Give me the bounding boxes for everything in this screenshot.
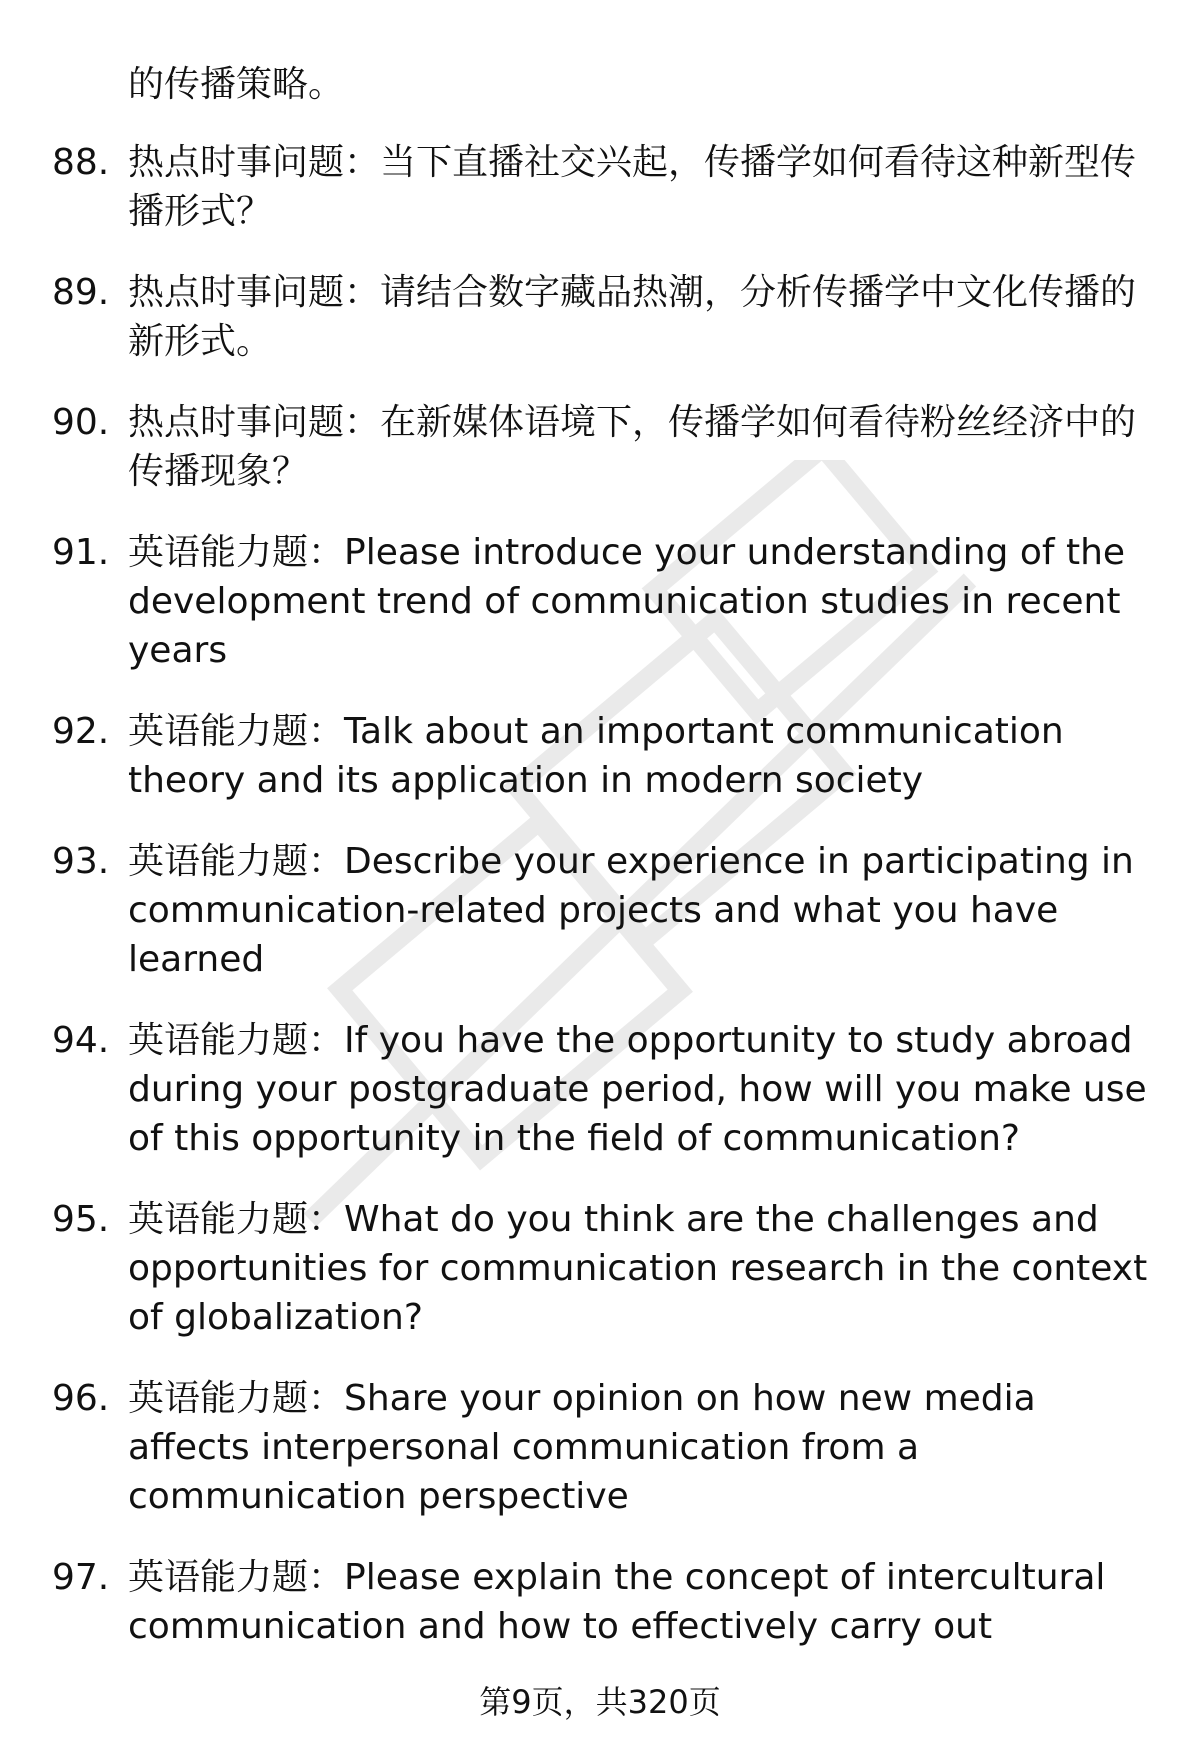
question-number: 89. bbox=[52, 272, 110, 313]
question-text: 英语能力题：Describe your experience in participating in communication-related projects and what you have learned bbox=[128, 841, 1134, 980]
question-text: 英语能力题：Please explain the concept of intercultural communication and how to effectively carry out bbox=[128, 1557, 1106, 1647]
question-item bbox=[0, 707, 1200, 805]
question-item bbox=[0, 138, 1200, 236]
question-number: 90. bbox=[52, 402, 110, 443]
page-footer: 第9页，共320页 bbox=[479, 1683, 721, 1721]
question-item bbox=[0, 1195, 1200, 1342]
question-text: 热点时事问题：请结合数字藏品热潮，分析传播学中文化传播的新形式。 bbox=[128, 272, 1137, 362]
question-text: 英语能力题：Share your opinion on how new media affects interpersonal communication from a communication perspective bbox=[128, 1378, 1036, 1517]
question-item bbox=[0, 1553, 1200, 1651]
question-item bbox=[0, 1374, 1200, 1521]
question-item bbox=[0, 528, 1200, 675]
question-list bbox=[0, 138, 1200, 1683]
question-text: 英语能力题：If you have the opportunity to study abroad during your postgraduate period, how will you make use of this opportunity in the field of communication? bbox=[128, 1020, 1147, 1159]
question-number: 95. bbox=[52, 1199, 110, 1240]
question-item bbox=[0, 398, 1200, 496]
question-number: 97. bbox=[52, 1557, 110, 1598]
question-text: 英语能力题：Talk about an important communication theory and its application in modern society bbox=[128, 711, 1064, 801]
question-number: 93. bbox=[52, 841, 110, 882]
continuation-text: 的传播策略。 bbox=[128, 64, 345, 105]
question-number: 92. bbox=[52, 711, 110, 752]
question-text: 热点时事问题：当下直播社交兴起，传播学如何看待这种新型传播形式？ bbox=[128, 142, 1137, 232]
question-number: 96. bbox=[52, 1378, 110, 1419]
question-text: 英语能力题：What do you think are the challenges and opportunities for communication research in the context of globalization? bbox=[128, 1199, 1148, 1338]
question-item bbox=[0, 268, 1200, 366]
question-text: 英语能力题：Please introduce your understanding of the development trend of communication studies in recent years bbox=[128, 532, 1126, 671]
question-item bbox=[0, 1016, 1200, 1163]
question-text: 热点时事问题：在新媒体语境下，传播学如何看待粉丝经济中的传播现象？ bbox=[128, 402, 1137, 492]
question-number: 91. bbox=[52, 532, 110, 573]
question-number: 94. bbox=[52, 1020, 110, 1061]
question-item bbox=[0, 837, 1200, 984]
question-number: 88. bbox=[52, 142, 110, 183]
